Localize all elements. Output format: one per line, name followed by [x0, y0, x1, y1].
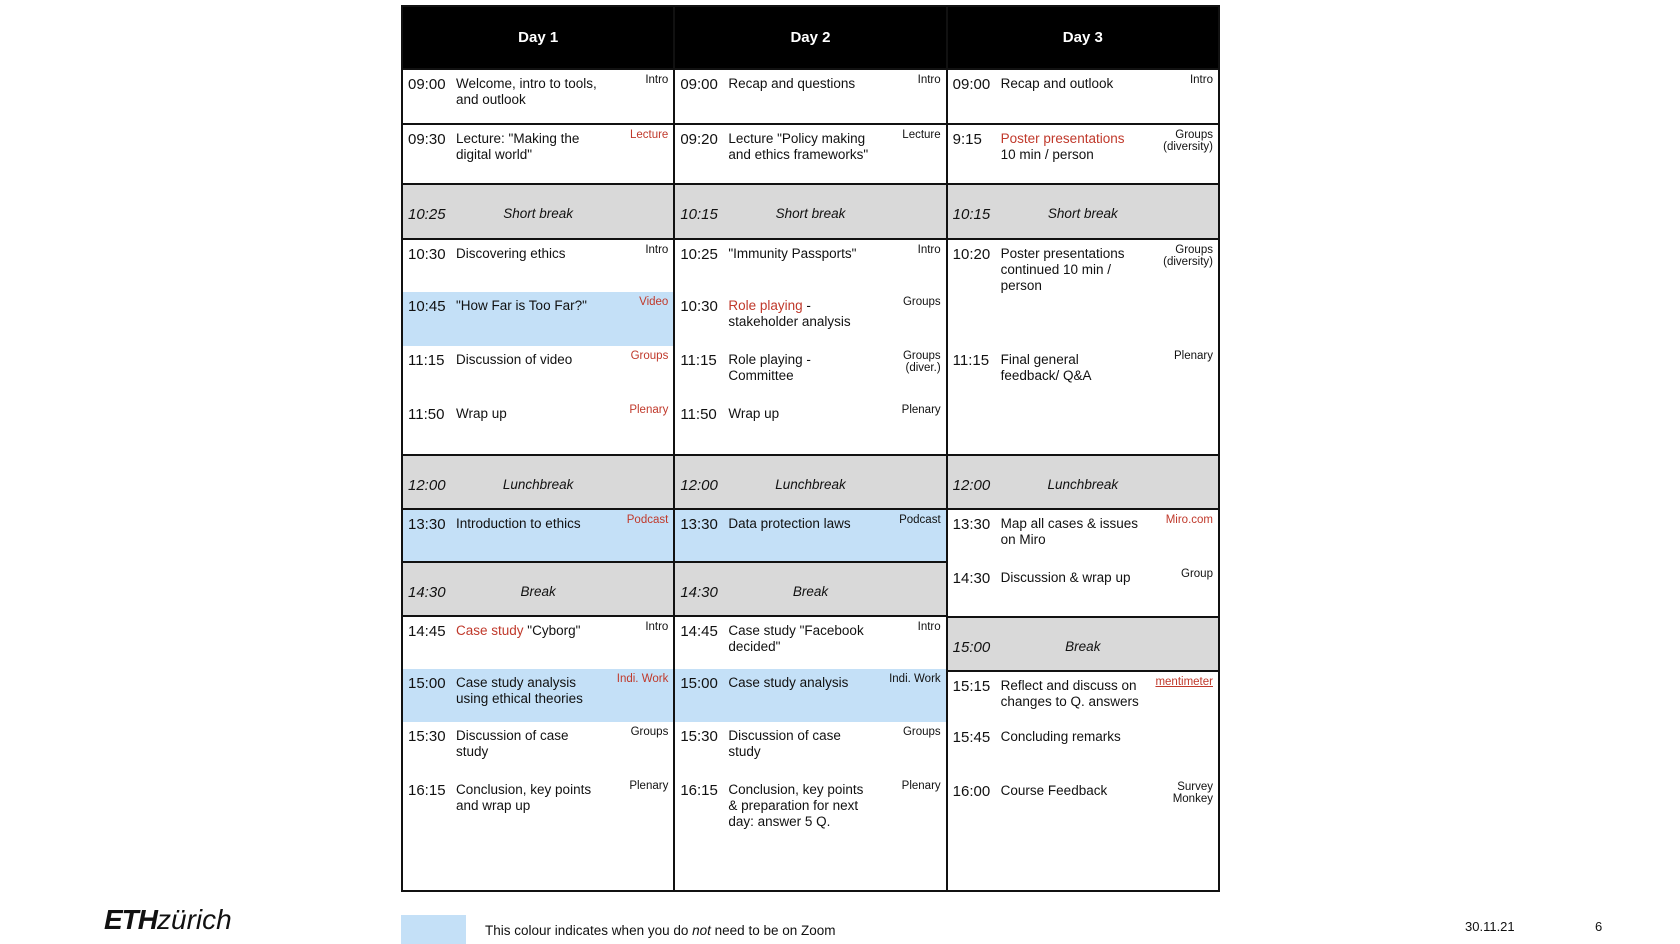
- session-title-text: Map all cases & issues on Miro: [1000, 516, 1138, 547]
- session-time: 15:15: [952, 678, 991, 695]
- schedule-row: [948, 670, 1218, 723]
- session-type-tag: Groups (diver.): [902, 350, 941, 374]
- session-time: 15:45: [952, 729, 991, 746]
- break-row: [675, 561, 945, 615]
- day-1-column: [403, 7, 675, 890]
- session-time: 15:00: [408, 675, 446, 692]
- session-title: [728, 246, 873, 262]
- schedule-row: [675, 400, 945, 454]
- slide-date: 30.11.21: [1465, 919, 1515, 934]
- session-title-text: Wrap up: [456, 406, 507, 421]
- session-title-text: 10 min / person: [1000, 147, 1094, 162]
- session-title-highlight: Case study: [456, 623, 524, 638]
- session-title-text: Final general feedback/ Q&A: [1000, 352, 1092, 383]
- schedule-row: [675, 615, 945, 669]
- schedule-row: [675, 776, 945, 831]
- session-time: 15:00: [680, 675, 718, 692]
- session-type-tag: Intro: [917, 74, 941, 86]
- session-title-text: Discussion of case study: [456, 728, 569, 759]
- session-title: [948, 639, 1218, 655]
- session-title: [728, 406, 873, 422]
- schedule-row: [675, 68, 945, 123]
- day-3-column: [948, 7, 1218, 890]
- session-title: [403, 206, 673, 222]
- session-time: 14:30: [408, 584, 446, 601]
- session-title-text: Discussion of case study: [728, 728, 841, 759]
- session-title: [456, 298, 601, 314]
- session-title: [1001, 352, 1141, 384]
- session-title-text: Short break: [775, 206, 846, 221]
- session-time: 13:30: [952, 516, 991, 533]
- session-title: [456, 623, 601, 639]
- session-title: [1001, 678, 1141, 710]
- schedule-table: [401, 5, 1220, 892]
- session-title: [456, 76, 601, 108]
- session-title: [948, 206, 1218, 222]
- session-title-text: Case study analysis: [728, 675, 849, 690]
- session-type-tag: Intro: [645, 244, 669, 256]
- schedule-row: [675, 292, 945, 346]
- session-time: 11:15: [408, 352, 445, 369]
- session-title: [1001, 570, 1141, 586]
- session-title: [456, 675, 601, 707]
- schedule-row: [403, 669, 673, 722]
- session-type-tag: Groups (diversity): [1163, 129, 1213, 153]
- legend-swatch: [401, 915, 466, 944]
- session-title-text: Welcome, intro to tools, and outlook: [456, 76, 597, 107]
- session-time: 11:50: [680, 406, 717, 423]
- session-type-tag: Lecture: [629, 129, 669, 141]
- session-title-text: Discussion & wrap up: [1000, 570, 1131, 585]
- session-title: [456, 352, 601, 368]
- session-time: 10:45: [408, 298, 446, 315]
- session-title-text: Case study analysis using ethical theories: [456, 675, 583, 706]
- schedule-row: [675, 123, 945, 183]
- session-time: 09:00: [680, 76, 718, 93]
- schedule-row: [948, 777, 1218, 831]
- session-title-text: Break: [1065, 639, 1101, 654]
- session-title: [1001, 76, 1141, 92]
- session-time: 12:00: [680, 477, 718, 494]
- break-row: [403, 561, 673, 615]
- schedule-row: [403, 238, 673, 292]
- session-title: [728, 76, 873, 92]
- session-title-text: Data protection laws: [728, 516, 851, 531]
- schedule-row: [675, 346, 945, 400]
- session-title: [1001, 516, 1141, 548]
- session-title-text: Case study "Facebook decided": [728, 623, 864, 654]
- session-type-tag: Plenary: [901, 780, 941, 792]
- session-title-text: Lecture "Policy making and ethics frameworks": [728, 131, 869, 162]
- session-type-tag: Intro: [1189, 74, 1213, 86]
- session-title: [456, 516, 601, 532]
- session-title-text: Lunchbreak: [1047, 477, 1119, 492]
- session-type-tag: Groups: [902, 726, 941, 738]
- session-title-text: Discussion of video: [456, 352, 573, 367]
- session-type-tag[interactable]: mentimeter: [1155, 676, 1213, 688]
- session-title-text: "Cyborg": [523, 623, 581, 638]
- session-title-text: - stakeholder analysis: [728, 298, 851, 329]
- session-time: 10:25: [680, 246, 718, 263]
- session-title: [728, 623, 873, 655]
- session-type-tag: Podcast: [626, 514, 669, 526]
- schedule-row: [403, 292, 673, 346]
- session-time: 10:15: [680, 206, 718, 223]
- session-title-text: Lecture: "Making the digital world": [456, 131, 580, 162]
- session-time: 09:00: [408, 76, 446, 93]
- legend-text: [485, 923, 836, 938]
- logo-zurich: zürich: [157, 904, 232, 935]
- session-title: [728, 298, 873, 330]
- session-type-tag: Miro.com: [1165, 514, 1213, 526]
- break-row: [948, 454, 1218, 508]
- session-title: [456, 728, 601, 760]
- session-title: [456, 782, 601, 814]
- session-time: 11:15: [680, 352, 717, 369]
- session-type-tag: Groups: [630, 350, 669, 362]
- break-row: [675, 454, 945, 508]
- session-time: 15:00: [952, 639, 991, 656]
- schedule-row: [403, 400, 673, 454]
- session-title: [948, 477, 1218, 493]
- session-title: [456, 406, 601, 422]
- day-header: Day 2: [675, 7, 945, 68]
- session-title-text: Reflect and discuss on changes to Q. answers: [1000, 678, 1139, 709]
- schedule-row: [675, 669, 945, 722]
- session-type-tag: Group: [1181, 568, 1213, 580]
- schedule-row: [403, 722, 673, 776]
- session-title-text: Short break: [1047, 206, 1118, 221]
- eth-zurich-logo: [104, 904, 232, 936]
- session-time: 10:30: [680, 298, 718, 315]
- session-time: 11:50: [408, 406, 445, 423]
- schedule-row: [403, 346, 673, 400]
- session-time: 14:45: [408, 623, 446, 640]
- session-title-text: Break: [520, 584, 556, 599]
- legend-text-after: need to be on Zoom: [710, 923, 836, 938]
- session-title-text: Discovering ethics: [456, 246, 566, 261]
- session-title-text: Lunchbreak: [775, 477, 846, 492]
- day-2-column: [675, 7, 947, 890]
- schedule-row: [948, 723, 1218, 777]
- session-title-highlight: Poster presentations: [1000, 131, 1125, 146]
- session-time: 15:30: [680, 728, 718, 745]
- schedule-row: [675, 722, 945, 776]
- session-type-tag: Plenary: [1173, 350, 1213, 362]
- break-row: [948, 616, 1218, 670]
- session-title-text: Wrap up: [728, 406, 780, 421]
- schedule-row: [948, 508, 1218, 564]
- schedule-row: [948, 68, 1218, 123]
- session-time: 09:20: [680, 131, 718, 148]
- session-title-text: Recap and questions: [728, 76, 856, 91]
- session-time: 10:20: [952, 246, 991, 263]
- session-title-text: Recap and outlook: [1000, 76, 1114, 91]
- session-title: [675, 584, 945, 600]
- session-time: 14:30: [680, 584, 718, 601]
- session-title-text: "Immunity Passports": [728, 246, 857, 261]
- session-title: [403, 477, 673, 493]
- session-type-tag: Survey Monkey: [1172, 781, 1213, 805]
- session-title: [728, 352, 873, 384]
- schedule-row: [403, 508, 673, 561]
- page-number: 6: [1595, 919, 1603, 934]
- schedule-row: [403, 68, 673, 123]
- session-title-highlight: Role playing: [728, 298, 803, 313]
- session-time: 09:30: [408, 131, 446, 148]
- session-type-tag: Intro: [917, 244, 941, 256]
- day-header: Day 1: [403, 7, 673, 68]
- session-time: 10:15: [952, 206, 991, 223]
- session-title: [456, 131, 601, 163]
- session-title-text: Conclusion, key points and wrap up: [456, 782, 592, 813]
- session-time: 12:00: [408, 477, 446, 494]
- schedule-row: [403, 776, 673, 831]
- session-title: [1001, 729, 1141, 745]
- session-time: 10:30: [408, 246, 446, 263]
- logo-eth: ETH: [104, 904, 157, 935]
- schedule-row: [948, 564, 1218, 616]
- session-title: [728, 782, 873, 830]
- session-title: [1001, 246, 1141, 294]
- session-title-text: Break: [792, 584, 829, 599]
- schedule-row: [403, 123, 673, 183]
- session-title-text: Poster presentations continued 10 min / person: [1000, 246, 1125, 293]
- session-time: 10:25: [408, 206, 446, 223]
- session-type-tag: Podcast: [899, 514, 941, 526]
- schedule-row: [948, 346, 1218, 454]
- session-title: [1001, 131, 1141, 163]
- session-type-tag: Intro: [645, 621, 669, 633]
- session-type-tag: Intro: [645, 74, 669, 86]
- legend-text-before: This colour indicates when you do: [485, 923, 693, 938]
- session-time: 15:30: [408, 728, 446, 745]
- session-type-tag: Video: [639, 296, 669, 308]
- schedule-row: [948, 123, 1218, 183]
- schedule-row: [675, 508, 945, 561]
- session-type-tag: Indi. Work: [889, 673, 941, 685]
- schedule-row: [675, 238, 945, 292]
- session-title-text: Lunchbreak: [502, 477, 574, 492]
- session-type-tag: Groups: [630, 726, 669, 738]
- session-time: 16:00: [952, 783, 991, 800]
- session-title: [728, 728, 873, 760]
- session-title: [675, 477, 945, 493]
- session-title-text: Conclusion, key points & preparation for next day: answer 5 Q.: [728, 782, 864, 829]
- session-type-tag: Plenary: [901, 404, 941, 416]
- break-row: [948, 183, 1218, 238]
- session-time: 14:30: [952, 570, 991, 587]
- session-title: [675, 206, 945, 222]
- session-time: 13:30: [680, 516, 718, 533]
- session-time: 9:15: [952, 131, 982, 148]
- session-time: 16:15: [680, 782, 718, 799]
- day-header: Day 3: [948, 7, 1218, 68]
- session-type-tag: Groups: [902, 296, 941, 308]
- session-type-tag: Indi. Work: [616, 673, 669, 685]
- session-time: 11:15: [952, 352, 990, 369]
- session-title: [728, 675, 873, 691]
- session-time: 16:15: [408, 782, 446, 799]
- session-title-text: Role playing - Committee: [728, 352, 811, 383]
- session-title-text: Introduction to ethics: [456, 516, 581, 531]
- schedule-row: [403, 615, 673, 669]
- break-row: [403, 454, 673, 508]
- session-type-tag: Intro: [917, 621, 941, 633]
- schedule-row: [948, 238, 1218, 346]
- session-time: 12:00: [952, 477, 991, 494]
- session-title: [456, 246, 601, 262]
- session-type-tag: Groups (diversity): [1163, 244, 1213, 268]
- session-title-text: "How Far is Too Far?": [456, 298, 587, 313]
- session-type-tag: Plenary: [629, 404, 669, 416]
- break-row: [675, 183, 945, 238]
- session-title-text: Short break: [503, 206, 574, 221]
- session-time: 13:30: [408, 516, 446, 533]
- session-title: [728, 131, 873, 163]
- session-title: [728, 516, 873, 532]
- legend-text-emphasis: not: [692, 923, 711, 938]
- session-time: 09:00: [952, 76, 991, 93]
- session-title-text: Course Feedback: [1000, 783, 1108, 798]
- session-title: [403, 584, 673, 600]
- session-type-tag: Plenary: [629, 780, 669, 792]
- session-time: 14:45: [680, 623, 718, 640]
- break-row: [403, 183, 673, 238]
- session-title-text: Concluding remarks: [1000, 729, 1121, 744]
- session-title: [1001, 783, 1141, 799]
- session-type-tag: Lecture: [902, 129, 941, 141]
